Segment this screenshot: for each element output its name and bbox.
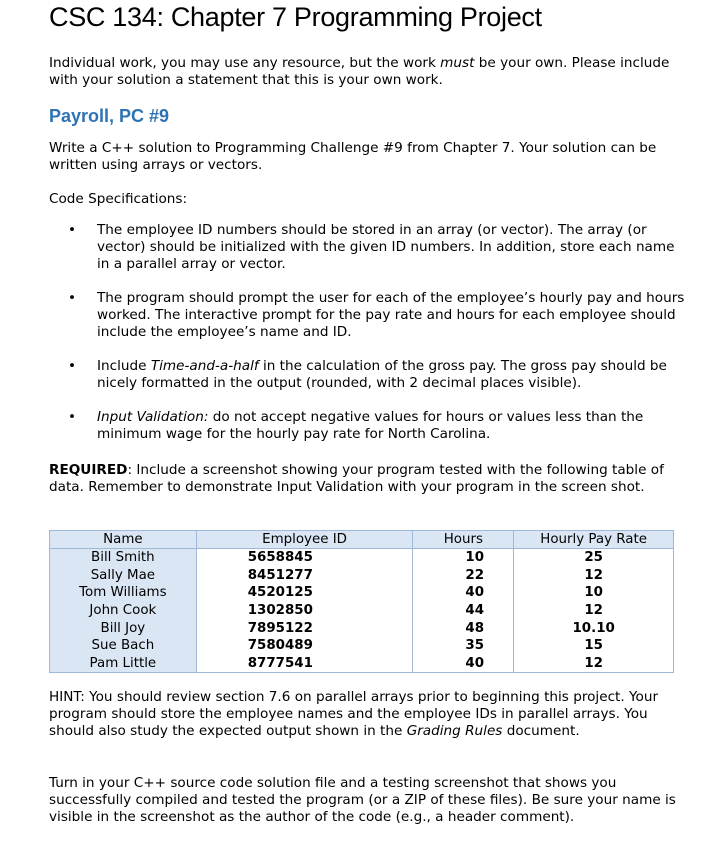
spec-item <box>66 222 686 273</box>
cell-pay-rate: 10.10 <box>514 619 674 637</box>
cell-name: John Cook <box>50 602 197 620</box>
required-label: REQUIRED <box>49 462 128 478</box>
header-hourly-pay-rate: Hourly Pay Rate <box>514 531 674 549</box>
code-spec-label: Code Specifications: <box>49 191 188 207</box>
cell-pay-rate: 12 <box>514 602 674 620</box>
cell-employee-id: 8451277 <box>196 567 413 585</box>
employee-table <box>49 530 674 673</box>
cell-employee-id: 5658845 <box>196 549 413 567</box>
cell-employee-id: 8777541 <box>196 655 413 673</box>
table-row <box>50 655 674 673</box>
cell-hours: 40 <box>413 584 514 602</box>
spec-item <box>66 290 686 341</box>
hint-text-start: HINT: You should review section 7.6 on parallel arrays prior to beginning this project. Your program should store the employee names and the employee IDs in parallel arrays. You should also study the expected output shown in the <box>49 689 659 739</box>
cell-pay-rate: 25 <box>514 549 674 567</box>
cell-pay-rate: 15 <box>514 637 674 655</box>
cell-name: Sue Bach <box>50 637 197 655</box>
table-row <box>50 619 674 637</box>
spec-item-text: The program should prompt the user for each of the employee’s hourly pay and hours worked. The interactive prompt for the pay rate and hours for each employee should include the employee’s name and ID. <box>97 290 685 340</box>
table-row <box>50 637 674 655</box>
bullet-icon: • <box>68 409 77 425</box>
cell-employee-id: 4520125 <box>196 584 413 602</box>
cell-pay-rate: 12 <box>514 567 674 585</box>
header-name: Name <box>50 531 197 549</box>
cell-name: Bill Smith <box>50 549 197 567</box>
header-hours: Hours <box>413 531 514 549</box>
cell-hours: 48 <box>413 619 514 637</box>
header-employee-id: Employee ID <box>196 531 413 549</box>
spec-item-text: in the calculation of the gross pay. The gross pay should be nicely formatted in the output (rounded, with 2 decimal places visible). <box>97 358 667 391</box>
turn-in-paragraph: Turn in your C++ source code solution file and a testing screenshot that shows you successfully compiled and tested the program (or a ZIP of these files). Be sure your name is visible in the screenshot as the author of the code (e.g., a header comment). <box>49 775 676 825</box>
bullet-icon: • <box>68 290 77 306</box>
intro-text-end: be your own. Please include with your solution a statement that this is your own work. <box>49 55 670 88</box>
hint-paragraph <box>49 689 679 740</box>
cell-pay-rate: 10 <box>514 584 674 602</box>
table-header-row <box>50 531 674 549</box>
required-text: : Include a screenshot showing your program tested with the following table of data. Remember to demonstrate Input Validation with your program in the screen shot. <box>49 462 664 495</box>
table-row <box>50 549 674 567</box>
bullet-icon: • <box>68 358 77 374</box>
spec-list <box>66 222 686 443</box>
spec-item-text: Include <box>97 358 151 374</box>
cell-name: Bill Joy <box>50 619 197 637</box>
spec-item-text: The employee ID numbers should be stored in an array (or vector). The array (or vector) should be initialized with the given ID numbers. In addition, store each name in a parallel array or vector. <box>97 222 675 272</box>
table-row <box>50 567 674 585</box>
intro-emphasis: must <box>440 55 475 71</box>
required-paragraph <box>49 462 679 496</box>
cell-pay-rate: 12 <box>514 655 674 673</box>
cell-employee-id: 1302850 <box>196 602 413 620</box>
spec-item-emphasis: Time-and-a-half <box>150 358 259 374</box>
table-row <box>50 584 674 602</box>
cell-hours: 40 <box>413 655 514 673</box>
table-row <box>50 602 674 620</box>
section-heading: Payroll, PC #9 <box>49 106 170 126</box>
cell-hours: 35 <box>413 637 514 655</box>
cell-hours: 10 <box>413 549 514 567</box>
cell-hours: 44 <box>413 602 514 620</box>
intro-text-start: Individual work, you may use any resource, but the work <box>49 55 441 71</box>
task-paragraph: Write a C++ solution to Programming Challenge #9 from Chapter 7. Your solution can be written using arrays or vectors. <box>49 140 657 173</box>
intro-paragraph <box>49 55 679 89</box>
cell-hours: 22 <box>413 567 514 585</box>
hint-emphasis: Grading Rules <box>406 723 503 739</box>
cell-employee-id: 7580489 <box>196 637 413 655</box>
spec-item <box>66 358 686 392</box>
page-title: CSC 134: Chapter 7 Programming Project <box>49 2 542 32</box>
spec-item-text: do not accept negative values for hours or values less than the minimum wage for the hourly pay rate for North Carolina. <box>97 409 644 442</box>
spec-item <box>66 409 686 443</box>
cell-name: Pam Little <box>50 655 197 673</box>
cell-name: Sally Mae <box>50 567 197 585</box>
cell-name: Tom Williams <box>50 584 197 602</box>
hint-text-end: document. <box>502 723 580 739</box>
cell-employee-id: 7895122 <box>196 619 413 637</box>
spec-item-emphasis: Input Validation: <box>97 409 209 425</box>
bullet-icon: • <box>68 222 77 238</box>
